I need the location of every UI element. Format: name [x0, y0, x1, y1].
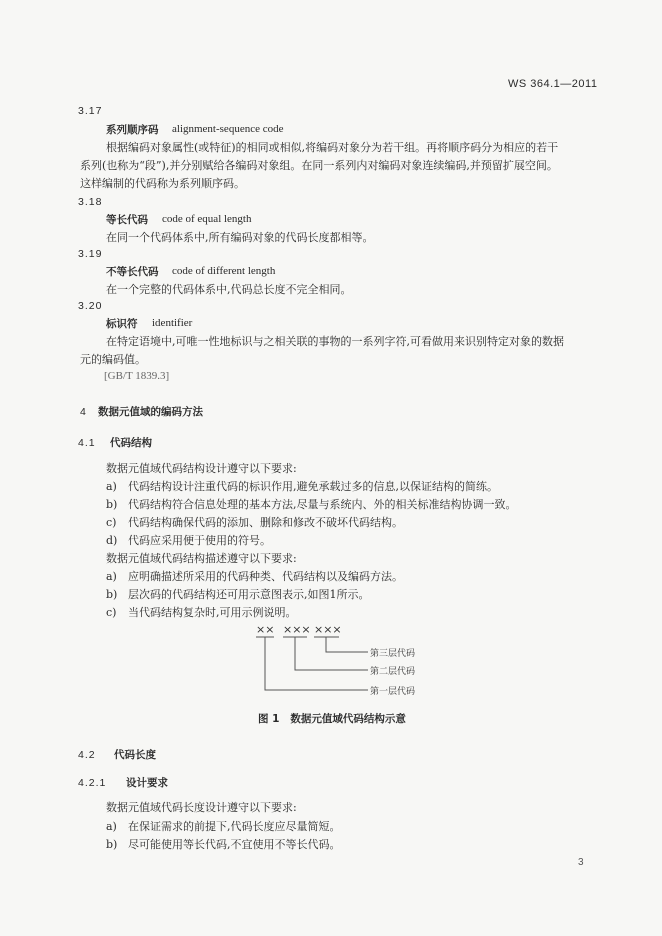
- term-title-en: alignment-sequence code: [172, 123, 284, 135]
- term-title-zh: 等长代码: [106, 214, 148, 226]
- level-label-2: 第二层代码: [370, 667, 416, 677]
- paragraph: 数据元值域代码结构设计遵守以下要求:: [106, 462, 297, 475]
- definition-line: 根据编码对象属性(或特征)的相同或相似,将编码对象分为若干组。再将顺序码分为相应的若干: [106, 141, 559, 154]
- list-item: 代码结构符合信息处理的基本方法,尽量与系统内、外的相关标准结构协调一致。: [128, 498, 517, 511]
- standard-number: WS 364.1—2011: [508, 78, 598, 90]
- term-title-en: code of equal length: [162, 213, 252, 225]
- list-label: d): [106, 534, 118, 547]
- list-item: 在保证需求的前提下,代码长度应尽量简短。: [128, 820, 341, 833]
- definition-line: 这样编制的代码称为系列顺序码。: [80, 177, 245, 190]
- term-number: 3.17: [78, 105, 103, 117]
- segment-1: ××: [256, 623, 275, 636]
- subsection-title: 代码结构: [110, 437, 152, 449]
- list-item: 代码结构确保代码的添加、删除和修改不破坏代码结构。: [128, 516, 403, 529]
- term-title-en: code of different length: [172, 265, 276, 277]
- term-number: 3.20: [78, 300, 103, 312]
- segment-3: ×××: [314, 623, 342, 636]
- paragraph: 数据元值域代码结构描述遵守以下要求:: [106, 552, 297, 565]
- figure-caption: 图 1 数据元值域代码结构示意: [258, 713, 406, 725]
- term-title-zh: 系列顺序码: [106, 124, 159, 136]
- list-label: a): [106, 570, 117, 583]
- section-number: 4: [80, 406, 87, 418]
- list-label: b): [106, 838, 118, 851]
- section-title: 数据元值域的编码方法: [98, 406, 203, 418]
- definition-line: 系列(也称为“段”),并分别赋给各编码对象组。在同一系列内对编码对象连续编码,并预留扩展空间。: [80, 159, 558, 172]
- subsubsection-number: 4.2.1: [78, 777, 107, 789]
- list-item: 当代码结构复杂时,可用示例说明。: [128, 606, 297, 619]
- term-title-zh: 标识符: [106, 318, 138, 330]
- list-label: c): [106, 516, 117, 529]
- level-label-3: 第三层代码: [370, 649, 416, 659]
- term-number: 3.18: [78, 196, 103, 208]
- term-title-en: identifier: [152, 317, 193, 329]
- page-number: 3: [578, 857, 584, 868]
- reference: [GB/T 1839.3]: [104, 370, 170, 382]
- definition-line: 元的编码值。: [80, 353, 146, 366]
- list-item: 尽可能使用等长代码,不宜使用不等长代码。: [128, 838, 341, 851]
- level-label-1: 第一层代码: [370, 687, 416, 697]
- paragraph: 数据元值域代码长度设计遵守以下要求:: [106, 801, 297, 814]
- definition-line: 在特定语境中,可唯一性地标识与之相关联的事物的一系列字符,可看做用来识别特定对象的数据: [106, 335, 564, 348]
- list-label: b): [106, 588, 118, 601]
- definition-line: 在一个完整的代码体系中,代码总长度不完全相同。: [106, 283, 352, 296]
- list-label: c): [106, 606, 117, 619]
- list-label: a): [106, 820, 117, 833]
- subsection-number: 4.2: [78, 749, 96, 761]
- subsection-number: 4.1: [78, 437, 96, 449]
- subsection-title: 代码长度: [114, 749, 156, 761]
- term-number: 3.19: [78, 248, 103, 260]
- list-label: b): [106, 498, 118, 511]
- leader-line-3: [326, 637, 368, 652]
- list-item: 层次码的代码结构还可用示意图表示,如图1所示。: [128, 588, 370, 601]
- definition-line: 在同一个代码体系中,所有编码对象的代码长度都相等。: [106, 231, 374, 244]
- segment-2: ×××: [283, 623, 311, 636]
- list-item: 代码应采用便于使用的符号。: [128, 534, 271, 547]
- list-item: 代码结构设计注重代码的标识作用,避免承载过多的信息,以保证结构的简练。: [128, 480, 498, 493]
- subsubsection-title: 设计要求: [126, 777, 168, 789]
- term-title-zh: 不等长代码: [106, 266, 159, 278]
- leader-line-1: [265, 637, 368, 690]
- leader-line-2: [295, 637, 368, 670]
- list-label: a): [106, 480, 117, 493]
- list-item: 应明确描述所采用的代码种类、代码结构以及编码方法。: [128, 570, 403, 583]
